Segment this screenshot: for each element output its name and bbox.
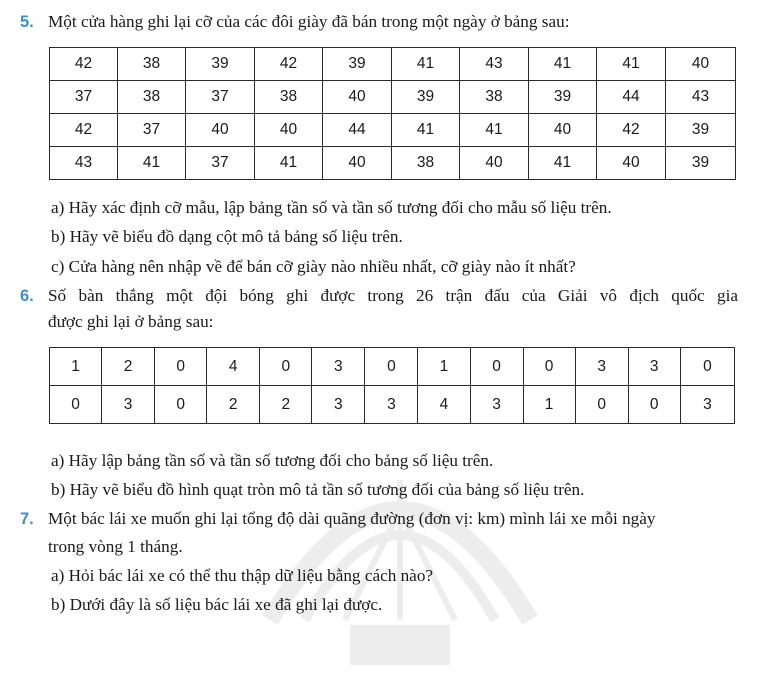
q5-part-c: c) Cửa hàng nên nhập về để bán cỡ giày nào nhiều nhất, cỡ giày nào ít nhất?	[51, 257, 576, 276]
table-row	[50, 348, 735, 386]
table-cell: 4	[207, 348, 260, 386]
q7-part-a: a) Hỏi bác lái xe có thể thu thập dữ liệu bằng cách nào?	[51, 566, 434, 585]
table-cell: 40	[597, 147, 666, 180]
table-cell: 42	[50, 48, 118, 81]
table-cell: 40	[323, 147, 392, 180]
table-cell: 0	[365, 348, 418, 386]
table-cell: 3	[365, 386, 418, 424]
q6-number: 6.	[20, 287, 34, 305]
table-row	[50, 81, 736, 114]
table-cell: 41	[392, 114, 460, 147]
q6-part-a: a) Hãy lập bảng tần số và tần số tương đối cho bảng số liệu trên.	[51, 451, 494, 470]
table-cell: 0	[628, 386, 680, 424]
table-cell: 3	[680, 386, 734, 424]
table-cell: 41	[255, 147, 323, 180]
table-cell: 40	[529, 114, 597, 147]
table-cell: 1	[418, 348, 470, 386]
table-cell: 40	[323, 81, 392, 114]
table-cell: 43	[50, 147, 118, 180]
table-cell: 42	[50, 114, 118, 147]
table-row	[50, 114, 736, 147]
table-cell: 3	[575, 348, 628, 386]
q7-part-b: b) Dưới đây là số liệu bác lái xe đã ghi lại được.	[51, 595, 383, 614]
table-cell: 44	[323, 114, 392, 147]
table-cell: 0	[260, 348, 312, 386]
q7-number: 7.	[20, 510, 34, 528]
table-cell: 39	[323, 48, 392, 81]
table-cell: 42	[255, 48, 323, 81]
table-cell: 41	[529, 147, 597, 180]
table-cell: 2	[102, 348, 155, 386]
table-cell: 3	[102, 386, 155, 424]
table-cell: 2	[207, 386, 260, 424]
table-cell: 1	[523, 386, 575, 424]
table-cell: 37	[118, 114, 186, 147]
table-cell: 40	[666, 48, 736, 81]
table-cell: 42	[597, 114, 666, 147]
table-cell: 3	[312, 386, 365, 424]
table-cell: 38	[460, 81, 529, 114]
table-cell: 38	[118, 81, 186, 114]
table-cell: 43	[460, 48, 529, 81]
table-cell: 41	[529, 48, 597, 81]
q7-stem-line-1: Một bác lái xe muốn ghi lại tổng độ dài quãng đường (đơn vị: km) mình lái xe mỗi ngày	[48, 509, 656, 528]
q6-part-b: b) Hãy vẽ biểu đồ hình quạt tròn mô tả tần số tương đối của bảng số liệu trên.	[51, 480, 585, 499]
table-cell: 0	[575, 386, 628, 424]
table-cell: 39	[392, 81, 460, 114]
table-cell: 38	[255, 81, 323, 114]
table-cell: 37	[186, 147, 255, 180]
table-cell: 37	[186, 81, 255, 114]
table-cell: 4	[418, 386, 470, 424]
table-cell: 38	[118, 48, 186, 81]
q6-stem-line-1: Số bàn thắng một đội bóng ghi được trong 26 trận đấu của Giải vô địch quốc gia	[48, 286, 738, 305]
q5-number: 5.	[20, 13, 34, 31]
table-cell: 39	[666, 147, 736, 180]
table-cell: 0	[155, 386, 207, 424]
table-cell: 44	[597, 81, 666, 114]
q7-stem-line-2: trong vòng 1 tháng.	[48, 537, 183, 556]
q6-stem-line-2: được ghi lại ở bảng sau:	[48, 312, 214, 331]
table-cell: 1	[50, 348, 102, 386]
table-cell: 0	[523, 348, 575, 386]
table-cell: 0	[155, 348, 207, 386]
table-cell: 41	[597, 48, 666, 81]
table-cell: 39	[529, 81, 597, 114]
table-cell: 37	[50, 81, 118, 114]
table-row	[50, 147, 736, 180]
q6-goals-table	[49, 347, 735, 424]
q5-part-a: a) Hãy xác định cỡ mẫu, lập bảng tần số và tần số tương đối cho mẫu số liệu trên.	[51, 198, 612, 217]
table-row	[50, 48, 736, 81]
table-cell: 39	[186, 48, 255, 81]
table-cell: 3	[312, 348, 365, 386]
table-cell: 40	[460, 147, 529, 180]
q5-stem: Một cửa hàng ghi lại cỡ của các đôi giày đã bán trong một ngày ở bảng sau:	[48, 12, 570, 31]
table-cell: 3	[628, 348, 680, 386]
table-cell: 0	[470, 348, 523, 386]
table-cell: 38	[392, 147, 460, 180]
table-cell: 43	[666, 81, 736, 114]
table-cell: 39	[666, 114, 736, 147]
table-cell: 40	[186, 114, 255, 147]
table-row	[50, 386, 735, 424]
table-cell: 41	[460, 114, 529, 147]
table-cell: 3	[470, 386, 523, 424]
table-cell: 2	[260, 386, 312, 424]
table-cell: 40	[255, 114, 323, 147]
table-cell: 0	[50, 386, 102, 424]
table-cell: 41	[392, 48, 460, 81]
q5-shoe-size-table	[49, 47, 736, 180]
table-cell: 41	[118, 147, 186, 180]
table-cell: 0	[680, 348, 734, 386]
q5-part-b: b) Hãy vẽ biểu đồ dạng cột mô tả bảng số liệu trên.	[51, 227, 403, 246]
